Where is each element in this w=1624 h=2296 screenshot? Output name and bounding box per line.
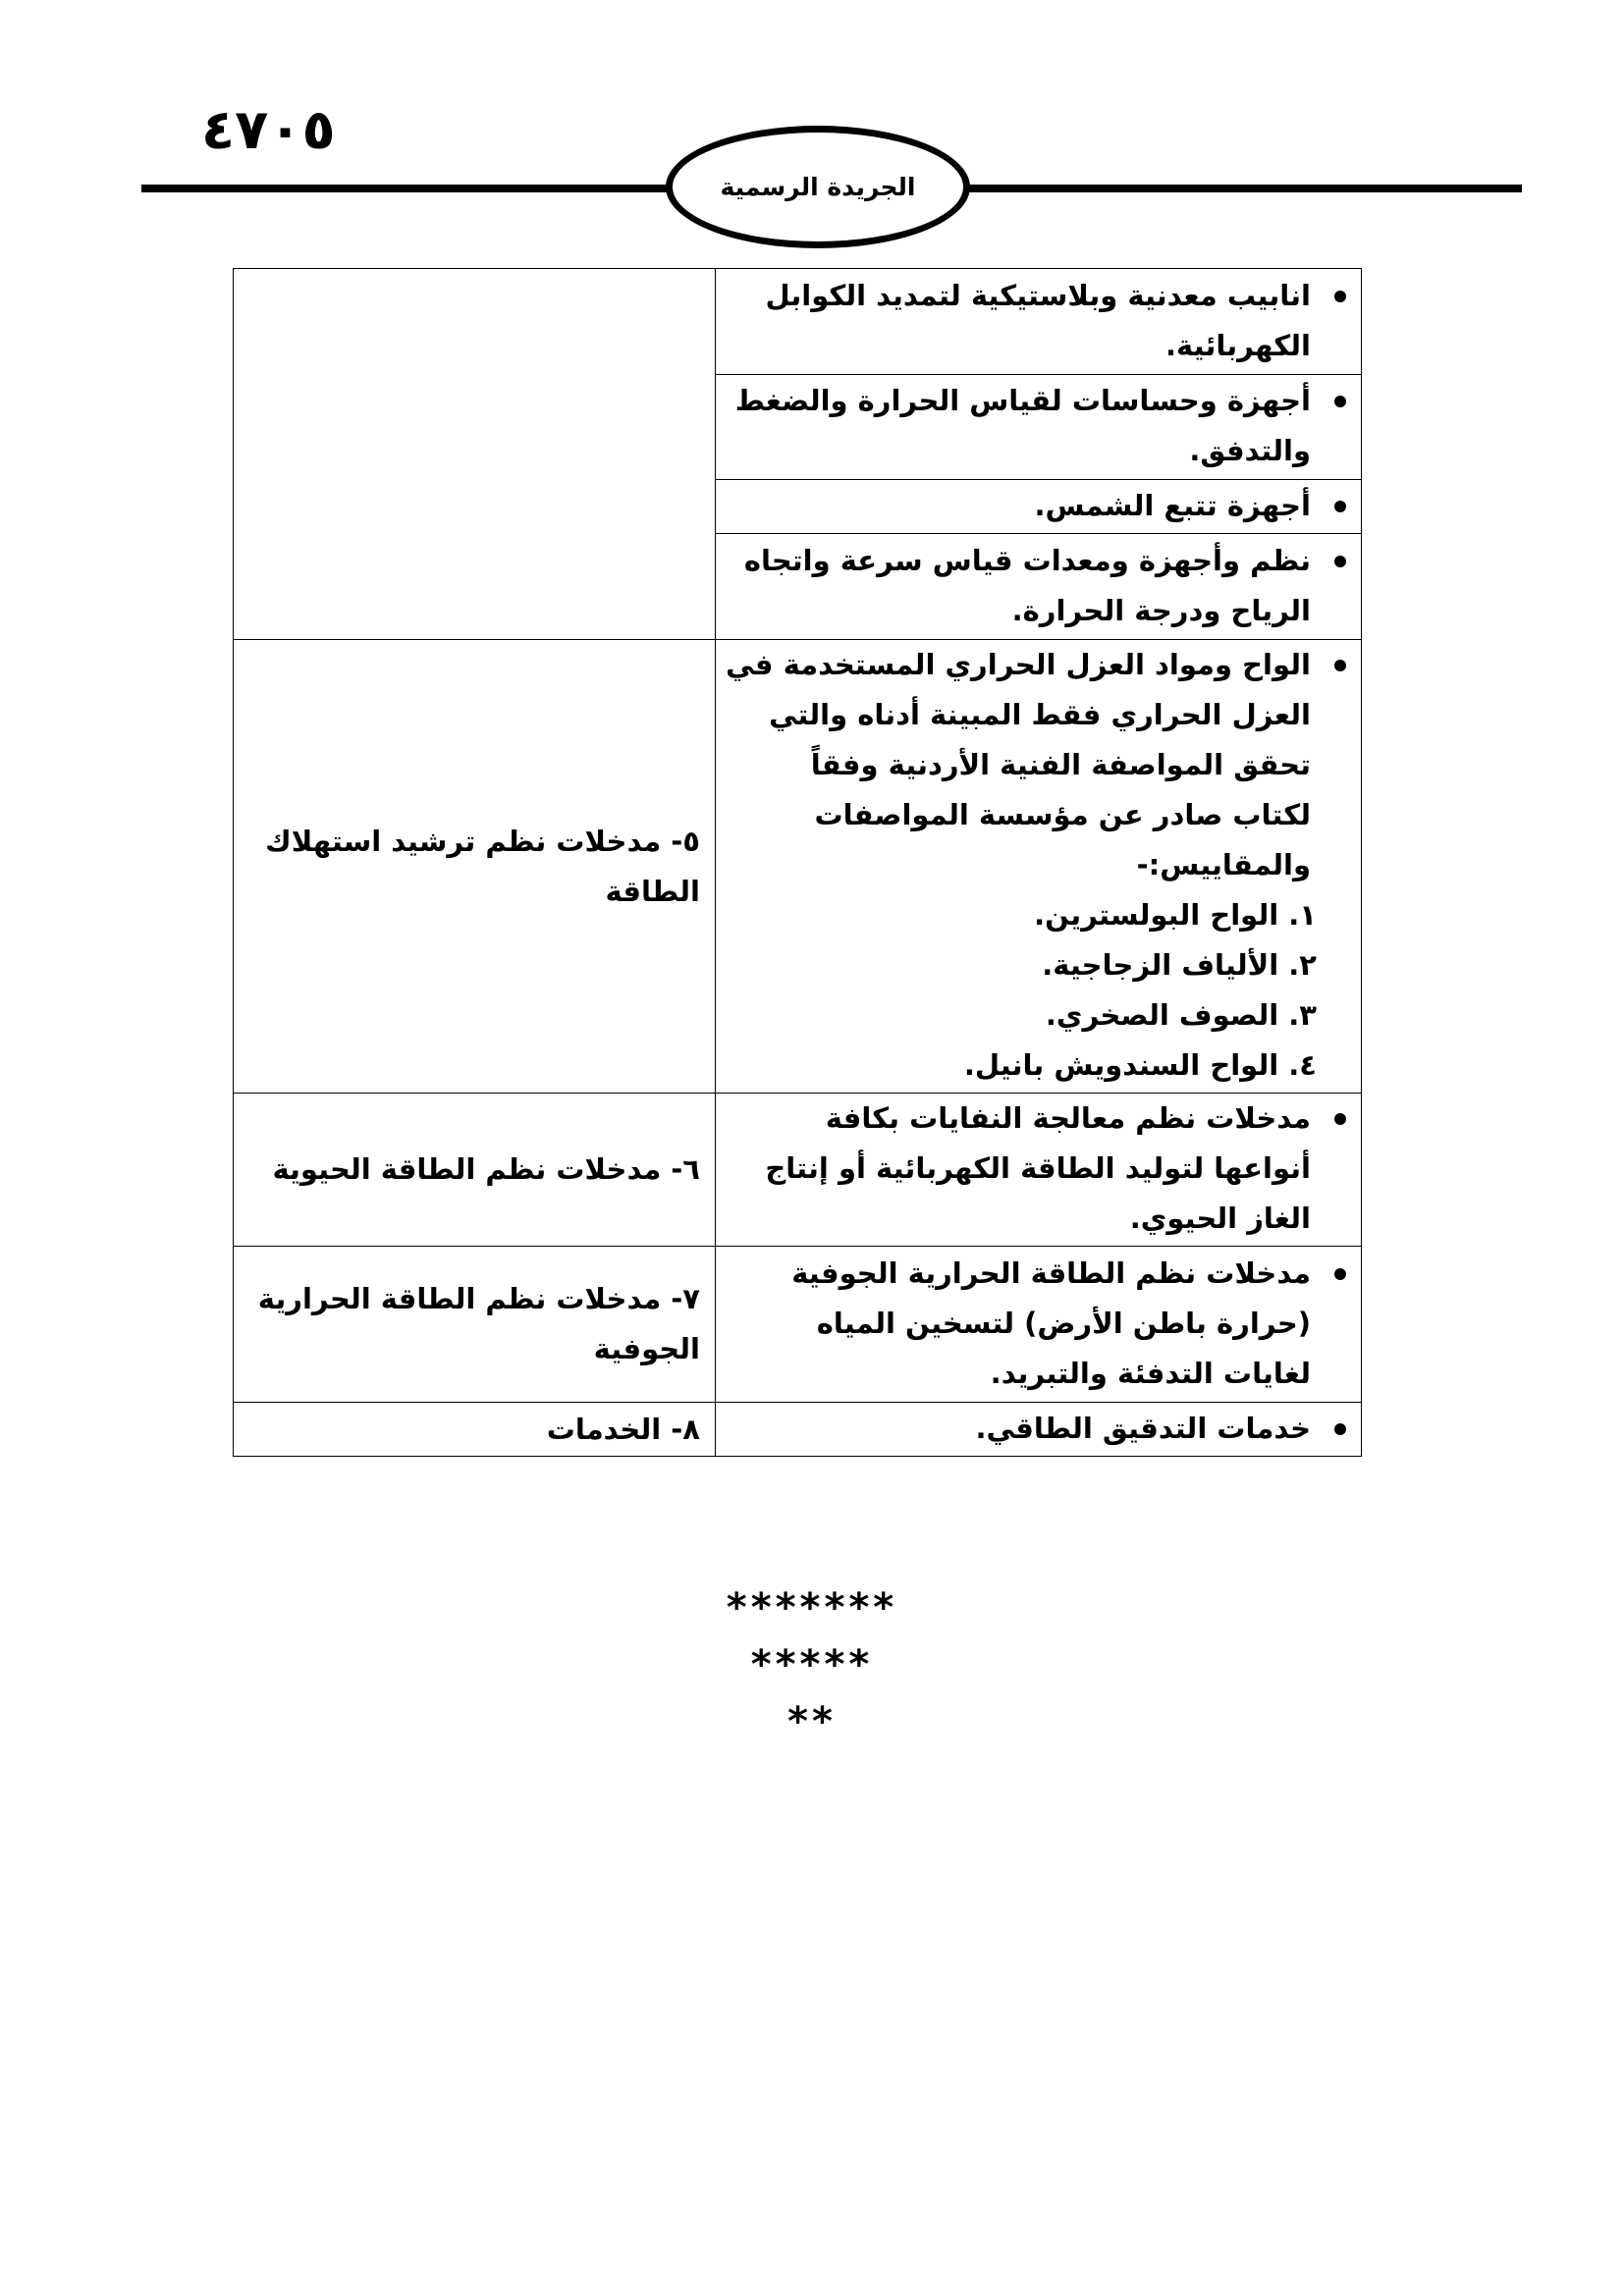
item-cell <box>716 1403 1362 1457</box>
category-cell: ٧- مدخلات نظم الطاقة الحرارية الجوفية <box>234 1247 716 1403</box>
bullet-icon <box>1334 501 1346 512</box>
item-text: خدمات التدقيق الطاقي. <box>975 1411 1311 1445</box>
bullet-icon <box>1334 1423 1346 1435</box>
item-cell <box>716 269 1362 375</box>
separator-stars: ** <box>787 1699 837 1744</box>
category-cell: ٦- مدخلات نظم الطاقة الحيوية <box>234 1094 716 1247</box>
item-text: انابيب معدنية وبلاستيكية لتمديد الكوابل الكهربائية. <box>765 278 1311 362</box>
item-cell <box>716 534 1362 640</box>
item-cell <box>716 480 1362 534</box>
category-cell-empty <box>234 269 716 640</box>
sub-item: ١. الواح البولسترين. <box>1034 898 1317 932</box>
item-cell <box>716 1094 1362 1247</box>
bullet-icon <box>1334 291 1346 302</box>
separator-stars: ******* <box>726 1585 898 1630</box>
separator-stars: ***** <box>750 1642 874 1687</box>
page-number: ٤٧٠٥ <box>201 98 336 162</box>
category-cell: ٨- الخدمات <box>234 1403 716 1457</box>
category-cell: ٥- مدخلات نظم ترشيد استهلاك الطاقة <box>234 640 716 1094</box>
sub-item: ٣. الصوف الصخري. <box>1045 998 1317 1032</box>
item-text: نظم وأجهزة ومعدات قياس سرعة واتجاه الرياح ودرجة الحرارة. <box>743 543 1311 627</box>
item-cell <box>716 1247 1362 1403</box>
bullet-icon <box>1334 660 1346 671</box>
bullet-icon <box>1334 1113 1346 1125</box>
customs-items-table <box>233 268 1362 1457</box>
sub-item: ٤. الواح السندويش بانيل. <box>963 1048 1317 1082</box>
item-text: أجهزة تتبع الشمس. <box>1034 488 1311 522</box>
bullet-icon <box>1334 556 1346 567</box>
item-text: مدخلات نظم الطاقة الحرارية الجوفية (حرارة باطن الأرض) لتسخين المياه لغايات التدفئة والتبريد. <box>791 1255 1311 1390</box>
sub-item: ٢. الألياف الزجاجية. <box>1042 948 1317 982</box>
item-text: مدخلات نظم معالجة النفايات بكافة أنواعها لتوليد الطاقة الكهربائية أو إنتاج الغاز الحيوي. <box>765 1101 1311 1235</box>
gazette-title-oval <box>666 126 970 248</box>
bullet-icon <box>1334 1268 1346 1280</box>
bullet-icon <box>1334 396 1346 407</box>
item-text: أجهزة وحساسات لقياس الحرارة والضغط والتدفق. <box>734 384 1311 467</box>
item-cell <box>716 640 1362 1094</box>
item-text: الواح ومواد العزل الحراري المستخدمة في العزل الحراري فقط المبينة أدناه والتي تحقق المواصفة الفنية الأردنية وفقاً لكتاب صادر عن مؤسسة المواصفات والمقاييس:- <box>726 648 1311 881</box>
item-cell <box>716 375 1362 480</box>
gazette-title: الجريدة الرسمية <box>720 173 916 201</box>
